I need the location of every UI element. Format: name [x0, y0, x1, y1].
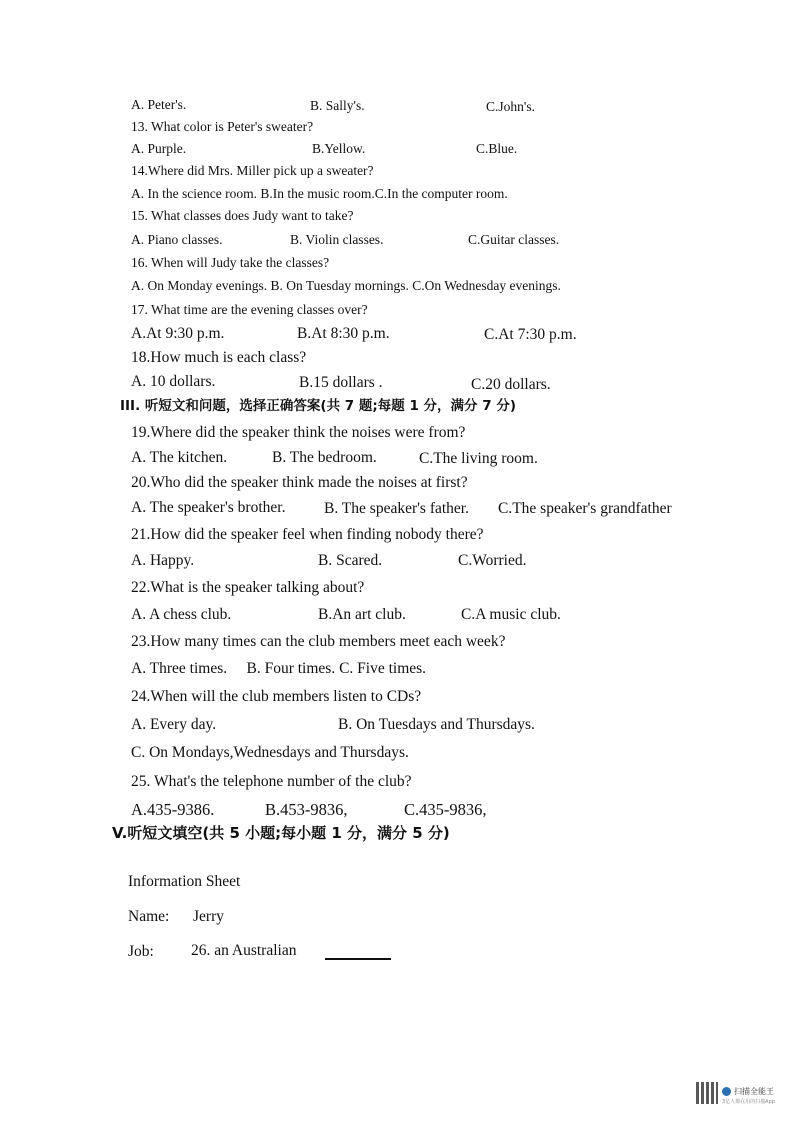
name-label: Name:: [128, 908, 170, 925]
scanner-brand-text: 扫描全能王: [734, 1087, 774, 1096]
q22-option-c: C.A music club.: [461, 606, 561, 623]
q17-question: 17. What time are the evening classes over?: [131, 302, 368, 317]
q19-option-c: C.The living room.: [419, 450, 538, 467]
q14-question: 14.Where did Mrs. Miller pick up a sweater?: [131, 163, 374, 178]
q25-option-b: B.453-9836,: [265, 800, 348, 819]
q13-option-b: B.Yellow.: [312, 141, 366, 156]
q18-question: 18.How much is each class?: [131, 349, 307, 366]
scanner-brand-label: [722, 1086, 774, 1097]
q13-option-c: C.Blue.: [476, 141, 518, 156]
section-5-heading: V.听短文填空(共 5 小题;每小题 1 分，满分 5 分): [112, 824, 450, 842]
q12-option-b: B. Sally's.: [310, 98, 365, 113]
q21-option-c: C.Worried.: [458, 552, 527, 569]
q18-option-b: B.15 dollars .: [299, 374, 383, 391]
q16-options: A. On Monday evenings. B. On Tuesday mornings. C.On Wednesday evenings.: [131, 278, 561, 293]
q15-question: 15. What classes does Judy want to take?: [131, 208, 354, 223]
section-3-heading: III. 听短文和问题，选择正确答案(共 7 题;每题 1 分，满分 7 分): [120, 398, 517, 414]
job-value: 26. an Australian: [191, 942, 297, 959]
q20-question: 20.Who did the speaker think made the noises at first?: [131, 474, 468, 491]
scanner-logo-icon: [722, 1087, 731, 1096]
q16-question: 16. When will Judy take the classes?: [131, 255, 330, 270]
q14-options: A. In the science room. B.In the music room.C.In the computer room.: [131, 186, 508, 201]
q19-option-b: B. The bedroom.: [272, 449, 377, 466]
scanner-tagline: 3亿人都在用的扫描App: [722, 1099, 775, 1105]
qr-code-icon: [696, 1082, 718, 1104]
name-value: Jerry: [193, 908, 224, 925]
q19-option-a: A. The kitchen.: [131, 449, 228, 466]
q15-option-a: A. Piano classes.: [131, 232, 223, 247]
q18-option-c: C.20 dollars.: [471, 376, 551, 393]
q13-option-a: A. Purple.: [131, 141, 187, 156]
q23-options: A. Three times. B. Four times. C. Five times.: [131, 660, 427, 677]
q15-option-b: B. Violin classes.: [290, 232, 384, 247]
q18-option-a: A. 10 dollars.: [131, 373, 216, 390]
q25-question: 25. What's the telephone number of the club?: [131, 773, 412, 790]
q12-option-a: A. Peter's.: [131, 97, 187, 112]
q17-option-c: C.At 7:30 p.m.: [484, 326, 577, 343]
q17-option-a: A.At 9:30 p.m.: [131, 325, 225, 342]
q22-option-b: B.An art club.: [318, 606, 406, 623]
q24-question: 24.When will the club members listen to CDs?: [131, 688, 422, 705]
q20-option-a: A. The speaker's brother.: [131, 499, 286, 516]
q25-option-c: C.435-9836,: [404, 800, 487, 819]
info-sheet-title: Information Sheet: [128, 873, 241, 890]
q19-question: 19.Where did the speaker think the noises were from?: [131, 424, 466, 441]
q24-option-a: A. Every day.: [131, 716, 217, 733]
q12-option-c: C.John's.: [486, 99, 535, 114]
q21-question: 21.How did the speaker feel when finding nobody there?: [131, 526, 484, 543]
job-label: Job:: [128, 943, 154, 960]
answer-blank-26: [325, 958, 391, 960]
q17-option-b: B.At 8:30 p.m.: [297, 325, 390, 342]
q21-option-b: B. Scared.: [318, 552, 383, 569]
q22-option-a: A. A chess club.: [131, 606, 232, 623]
q21-option-a: A. Happy.: [131, 552, 195, 569]
q25-option-a: A.435-9386.: [131, 800, 215, 819]
q23-question: 23.How many times can the club members meet each week?: [131, 633, 506, 650]
q24-option-b: B. On Tuesdays and Thursdays.: [338, 716, 535, 733]
q24-option-c: C. On Mondays,Wednesdays and Thursdays.: [131, 744, 409, 761]
q15-option-c: C.Guitar classes.: [468, 232, 560, 247]
q20-option-c: C.The speaker's grandfather: [498, 500, 672, 517]
q22-question: 22.What is the speaker talking about?: [131, 579, 365, 596]
q20-option-b: B. The speaker's father.: [324, 500, 469, 517]
q13-question: 13. What color is Peter's sweater?: [131, 119, 314, 134]
